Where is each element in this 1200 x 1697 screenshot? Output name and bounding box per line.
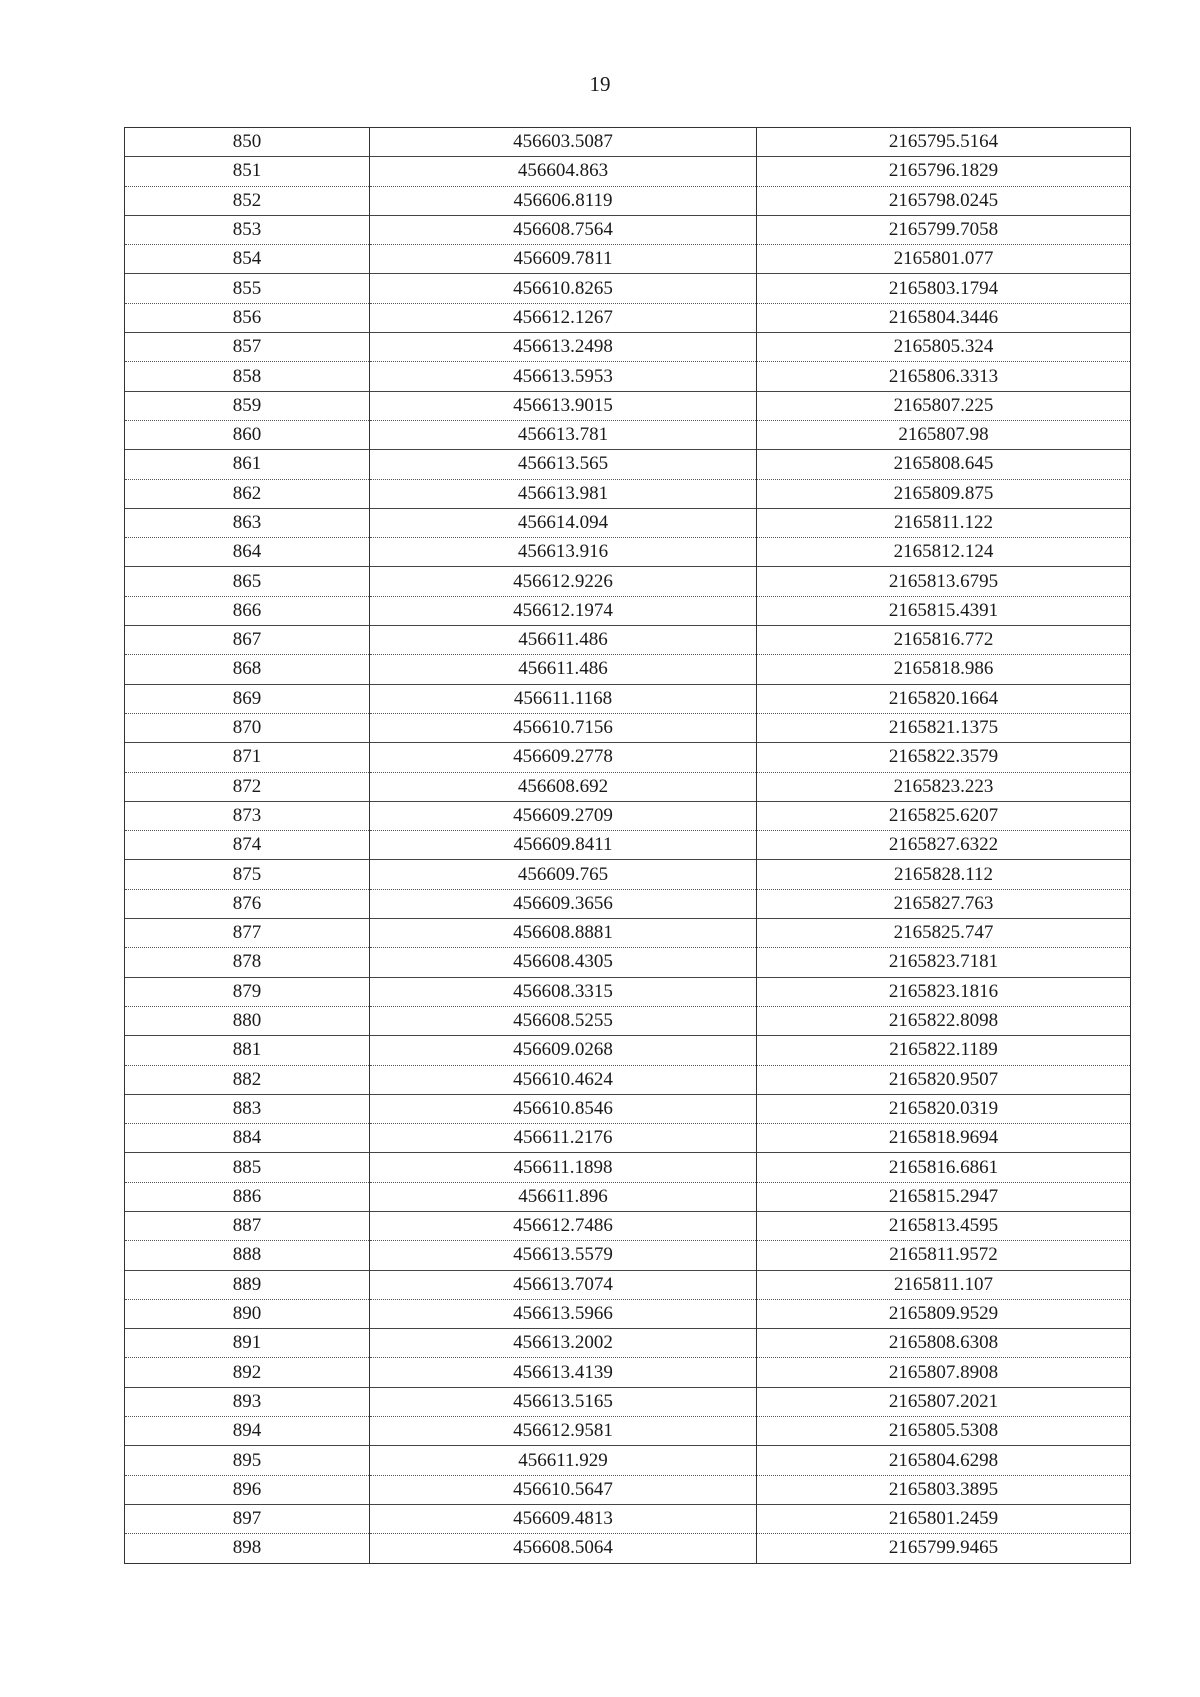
y-coordinate-cell: 2165809.875	[757, 479, 1131, 508]
point-number-cell: 856	[125, 303, 370, 332]
y-coordinate-cell: 2165820.1664	[757, 684, 1131, 713]
y-coordinate-cell: 2165823.1816	[757, 977, 1131, 1006]
y-coordinate-cell: 2165805.324	[757, 333, 1131, 362]
y-coordinate-cell: 2165822.3579	[757, 743, 1131, 772]
x-coordinate-cell: 456613.2498	[370, 333, 757, 362]
point-number-cell: 884	[125, 1124, 370, 1153]
table-row	[125, 772, 1131, 801]
y-coordinate-cell: 2165822.1189	[757, 1036, 1131, 1065]
table-row	[125, 1211, 1131, 1240]
point-number-cell: 861	[125, 450, 370, 479]
point-number-cell: 860	[125, 420, 370, 449]
table-row	[125, 1182, 1131, 1211]
table-row	[125, 801, 1131, 830]
table-row	[125, 1534, 1131, 1563]
y-coordinate-cell: 2165828.112	[757, 860, 1131, 889]
y-coordinate-cell: 2165820.0319	[757, 1094, 1131, 1123]
table-row	[125, 1006, 1131, 1035]
x-coordinate-cell: 456610.8546	[370, 1094, 757, 1123]
table-row	[125, 479, 1131, 508]
point-number-cell: 865	[125, 567, 370, 596]
x-coordinate-cell: 456612.1974	[370, 596, 757, 625]
y-coordinate-cell: 2165825.6207	[757, 801, 1131, 830]
table-row	[125, 1299, 1131, 1328]
point-number-cell: 869	[125, 684, 370, 713]
x-coordinate-cell: 456606.8119	[370, 186, 757, 215]
point-number-cell: 867	[125, 626, 370, 655]
table-row	[125, 245, 1131, 274]
y-coordinate-cell: 2165803.3895	[757, 1475, 1131, 1504]
y-coordinate-cell: 2165801.2459	[757, 1504, 1131, 1533]
page-number: 19	[589, 72, 611, 96]
y-coordinate-cell: 2165807.225	[757, 391, 1131, 420]
y-coordinate-cell: 2165815.4391	[757, 596, 1131, 625]
x-coordinate-cell: 456613.9015	[370, 391, 757, 420]
x-coordinate-cell: 456609.0268	[370, 1036, 757, 1065]
point-number-cell: 863	[125, 508, 370, 537]
point-number-cell: 889	[125, 1270, 370, 1299]
x-coordinate-cell: 456610.5647	[370, 1475, 757, 1504]
table-row	[125, 948, 1131, 977]
table-row	[125, 860, 1131, 889]
table-row	[125, 1094, 1131, 1123]
coordinate-table	[124, 127, 1131, 1564]
point-number-cell: 880	[125, 1006, 370, 1035]
y-coordinate-cell: 2165827.763	[757, 889, 1131, 918]
x-coordinate-cell: 456608.8881	[370, 919, 757, 948]
table-row	[125, 157, 1131, 186]
table-row	[125, 655, 1131, 684]
x-coordinate-cell: 456608.3315	[370, 977, 757, 1006]
x-coordinate-cell: 456613.4139	[370, 1358, 757, 1387]
point-number-cell: 882	[125, 1065, 370, 1094]
table-row	[125, 626, 1131, 655]
x-coordinate-cell: 456608.5064	[370, 1534, 757, 1563]
table-row	[125, 333, 1131, 362]
table-row	[125, 420, 1131, 449]
y-coordinate-cell: 2165796.1829	[757, 157, 1131, 186]
point-number-cell: 875	[125, 860, 370, 889]
y-coordinate-cell: 2165816.6861	[757, 1153, 1131, 1182]
point-number-cell: 888	[125, 1241, 370, 1270]
point-number-cell: 897	[125, 1504, 370, 1533]
y-coordinate-cell: 2165821.1375	[757, 713, 1131, 742]
table-row	[125, 889, 1131, 918]
y-coordinate-cell: 2165799.7058	[757, 215, 1131, 244]
table-row	[125, 391, 1131, 420]
y-coordinate-cell: 2165823.223	[757, 772, 1131, 801]
x-coordinate-cell: 456611.896	[370, 1182, 757, 1211]
x-coordinate-cell: 456610.4624	[370, 1065, 757, 1094]
x-coordinate-cell: 456610.7156	[370, 713, 757, 742]
table-row	[125, 508, 1131, 537]
y-coordinate-cell: 2165813.6795	[757, 567, 1131, 596]
x-coordinate-cell: 456612.9226	[370, 567, 757, 596]
y-coordinate-cell: 2165798.0245	[757, 186, 1131, 215]
point-number-cell: 895	[125, 1446, 370, 1475]
y-coordinate-cell: 2165807.8908	[757, 1358, 1131, 1387]
y-coordinate-cell: 2165822.8098	[757, 1006, 1131, 1035]
table-row	[125, 1504, 1131, 1533]
point-number-cell: 862	[125, 479, 370, 508]
point-number-cell: 896	[125, 1475, 370, 1504]
y-coordinate-cell: 2165820.9507	[757, 1065, 1131, 1094]
table-row	[125, 538, 1131, 567]
point-number-cell: 877	[125, 919, 370, 948]
y-coordinate-cell: 2165825.747	[757, 919, 1131, 948]
x-coordinate-cell: 456611.2176	[370, 1124, 757, 1153]
y-coordinate-cell: 2165811.122	[757, 508, 1131, 537]
y-coordinate-cell: 2165801.077	[757, 245, 1131, 274]
table-row	[125, 567, 1131, 596]
x-coordinate-cell: 456611.486	[370, 655, 757, 684]
point-number-cell: 886	[125, 1182, 370, 1211]
point-number-cell: 898	[125, 1534, 370, 1563]
point-number-cell: 858	[125, 362, 370, 391]
table-row	[125, 1270, 1131, 1299]
table-row	[125, 1241, 1131, 1270]
x-coordinate-cell: 456611.486	[370, 626, 757, 655]
y-coordinate-cell: 2165799.9465	[757, 1534, 1131, 1563]
x-coordinate-cell: 456613.2002	[370, 1329, 757, 1358]
x-coordinate-cell: 456608.7564	[370, 215, 757, 244]
table-row	[125, 919, 1131, 948]
x-coordinate-cell: 456609.765	[370, 860, 757, 889]
point-number-cell: 879	[125, 977, 370, 1006]
x-coordinate-cell: 456613.781	[370, 420, 757, 449]
point-number-cell: 894	[125, 1417, 370, 1446]
point-number-cell: 868	[125, 655, 370, 684]
table-row	[125, 1417, 1131, 1446]
y-coordinate-cell: 2165804.6298	[757, 1446, 1131, 1475]
y-coordinate-cell: 2165807.2021	[757, 1387, 1131, 1416]
y-coordinate-cell: 2165804.3446	[757, 303, 1131, 332]
table-row	[125, 215, 1131, 244]
x-coordinate-cell: 456609.7811	[370, 245, 757, 274]
y-coordinate-cell: 2165816.772	[757, 626, 1131, 655]
point-number-cell: 891	[125, 1329, 370, 1358]
point-number-cell: 893	[125, 1387, 370, 1416]
point-number-cell: 885	[125, 1153, 370, 1182]
y-coordinate-cell: 2165818.986	[757, 655, 1131, 684]
point-number-cell: 859	[125, 391, 370, 420]
y-coordinate-cell: 2165812.124	[757, 538, 1131, 567]
y-coordinate-cell: 2165823.7181	[757, 948, 1131, 977]
point-number-cell: 883	[125, 1094, 370, 1123]
table-row	[125, 1153, 1131, 1182]
point-number-cell: 873	[125, 801, 370, 830]
table-row	[125, 1358, 1131, 1387]
point-number-cell: 881	[125, 1036, 370, 1065]
table-row	[125, 713, 1131, 742]
x-coordinate-cell: 456613.5966	[370, 1299, 757, 1328]
x-coordinate-cell: 456613.5165	[370, 1387, 757, 1416]
x-coordinate-cell: 456613.916	[370, 538, 757, 567]
x-coordinate-cell: 456609.8411	[370, 831, 757, 860]
x-coordinate-cell: 456611.1168	[370, 684, 757, 713]
point-number-cell: 887	[125, 1211, 370, 1240]
point-number-cell: 857	[125, 333, 370, 362]
table-row	[125, 977, 1131, 1006]
y-coordinate-cell: 2165803.1794	[757, 274, 1131, 303]
x-coordinate-cell: 456612.9581	[370, 1417, 757, 1446]
point-number-cell: 876	[125, 889, 370, 918]
table-row	[125, 1475, 1131, 1504]
x-coordinate-cell: 456604.863	[370, 157, 757, 186]
table-row	[125, 743, 1131, 772]
point-number-cell: 864	[125, 538, 370, 567]
point-number-cell: 890	[125, 1299, 370, 1328]
table-row	[125, 1065, 1131, 1094]
y-coordinate-cell: 2165811.107	[757, 1270, 1131, 1299]
x-coordinate-cell: 456609.2709	[370, 801, 757, 830]
point-number-cell: 855	[125, 274, 370, 303]
x-coordinate-cell: 456612.7486	[370, 1211, 757, 1240]
point-number-cell: 852	[125, 186, 370, 215]
y-coordinate-cell: 2165806.3313	[757, 362, 1131, 391]
point-number-cell: 853	[125, 215, 370, 244]
table-row	[125, 1036, 1131, 1065]
table-row	[125, 274, 1131, 303]
table-row	[125, 1329, 1131, 1358]
table-row	[125, 303, 1131, 332]
y-coordinate-cell: 2165813.4595	[757, 1211, 1131, 1240]
x-coordinate-cell: 456614.094	[370, 508, 757, 537]
y-coordinate-cell: 2165805.5308	[757, 1417, 1131, 1446]
table-row	[125, 128, 1131, 157]
x-coordinate-cell: 456609.2778	[370, 743, 757, 772]
y-coordinate-cell: 2165827.6322	[757, 831, 1131, 860]
y-coordinate-cell: 2165808.6308	[757, 1329, 1131, 1358]
x-coordinate-cell: 456609.4813	[370, 1504, 757, 1533]
table-row	[125, 450, 1131, 479]
point-number-cell: 892	[125, 1358, 370, 1387]
table-row	[125, 1446, 1131, 1475]
point-number-cell: 878	[125, 948, 370, 977]
table-row	[125, 831, 1131, 860]
table-row	[125, 1387, 1131, 1416]
y-coordinate-cell: 2165807.98	[757, 420, 1131, 449]
x-coordinate-cell: 456608.692	[370, 772, 757, 801]
point-number-cell: 872	[125, 772, 370, 801]
x-coordinate-cell: 456612.1267	[370, 303, 757, 332]
point-number-cell: 851	[125, 157, 370, 186]
y-coordinate-cell: 2165811.9572	[757, 1241, 1131, 1270]
point-number-cell: 850	[125, 128, 370, 157]
x-coordinate-cell: 456613.7074	[370, 1270, 757, 1299]
y-coordinate-cell: 2165808.645	[757, 450, 1131, 479]
x-coordinate-cell: 456611.929	[370, 1446, 757, 1475]
x-coordinate-cell: 456608.4305	[370, 948, 757, 977]
y-coordinate-cell: 2165818.9694	[757, 1124, 1131, 1153]
x-coordinate-cell: 456603.5087	[370, 128, 757, 157]
x-coordinate-cell: 456613.981	[370, 479, 757, 508]
table-row	[125, 684, 1131, 713]
point-number-cell: 871	[125, 743, 370, 772]
point-number-cell: 874	[125, 831, 370, 860]
x-coordinate-cell: 456611.1898	[370, 1153, 757, 1182]
y-coordinate-cell: 2165815.2947	[757, 1182, 1131, 1211]
table-row	[125, 596, 1131, 625]
x-coordinate-cell: 456608.5255	[370, 1006, 757, 1035]
x-coordinate-cell: 456609.3656	[370, 889, 757, 918]
point-number-cell: 870	[125, 713, 370, 742]
x-coordinate-cell: 456613.5953	[370, 362, 757, 391]
coordinate-table-body	[125, 128, 1131, 1564]
table-row	[125, 186, 1131, 215]
point-number-cell: 854	[125, 245, 370, 274]
table-row	[125, 1124, 1131, 1153]
x-coordinate-cell: 456613.5579	[370, 1241, 757, 1270]
table-row	[125, 362, 1131, 391]
point-number-cell: 866	[125, 596, 370, 625]
x-coordinate-cell: 456613.565	[370, 450, 757, 479]
y-coordinate-cell: 2165795.5164	[757, 128, 1131, 157]
x-coordinate-cell: 456610.8265	[370, 274, 757, 303]
y-coordinate-cell: 2165809.9529	[757, 1299, 1131, 1328]
